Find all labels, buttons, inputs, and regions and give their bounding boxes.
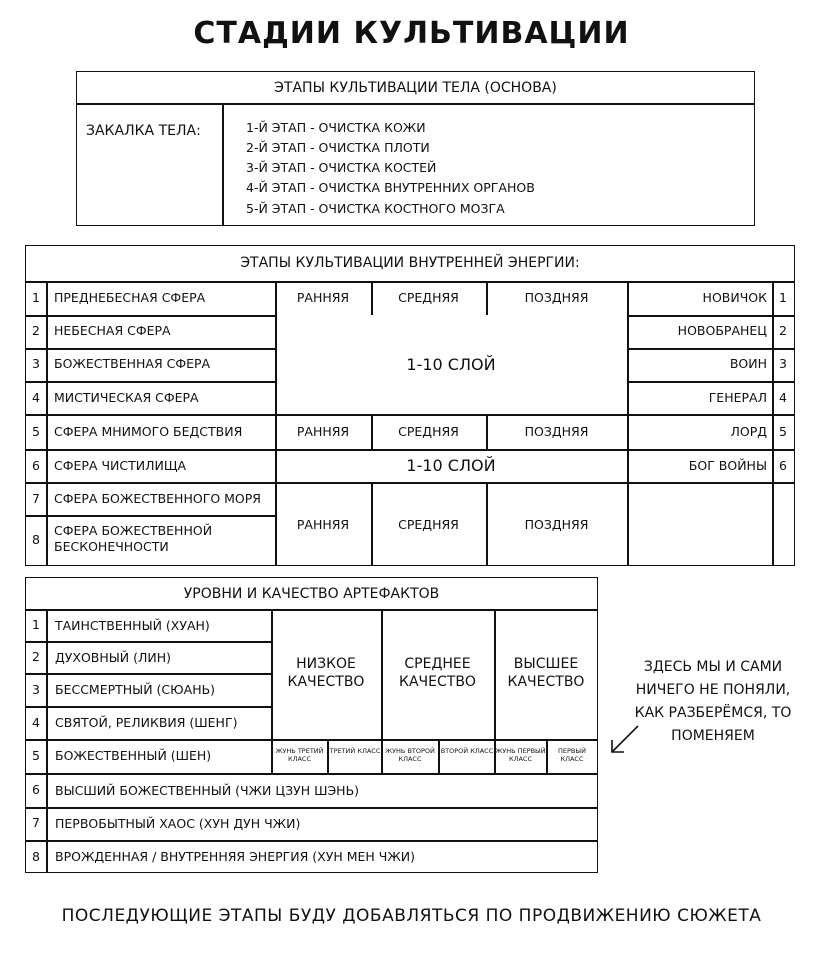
rank-number: 2 — [779, 323, 787, 338]
rank-number: 5 — [779, 424, 787, 439]
body-stage-4: 4-Й ЭТАП - ОЧИСТКА ВНУТРЕННИХ ОРГАНОВ — [246, 180, 535, 195]
realm-name: СФЕРА БОЖЕСТВЕННОЙ БЕСКОНЕЧНОСТИ — [54, 523, 213, 554]
realm-number: 4 — [32, 390, 40, 405]
phase-late: ПОЗДНЯЯ — [524, 290, 589, 305]
phase-early: РАННЯЯ — [296, 290, 350, 305]
artifact-level-number: 3 — [32, 682, 40, 697]
rank-name: НОВОБРАНЕЦ — [677, 323, 767, 338]
class-cell: ТРЕТИЙ КЛАСС — [329, 747, 381, 755]
artifact-level-name: ВРОЖДЕННАЯ / ВНУТРЕННЯЯ ЭНЕРГИЯ (ХУН МЕН ЧЖИ) — [55, 849, 416, 864]
realm-name: ПРЕДНЕБЕСНАЯ СФЕРА — [54, 290, 206, 305]
realm-number: 1 — [32, 290, 40, 305]
rank-number: 3 — [779, 356, 787, 371]
artifact-level-number: 4 — [32, 715, 40, 730]
realm-name: БОЖЕСТВЕННАЯ СФЕРА — [54, 356, 211, 371]
realm-name: СФЕРА ЧИСТИЛИЩА — [54, 458, 187, 473]
artifact-level-number: 6 — [32, 782, 40, 797]
energy-section-header: ЭТАПЫ КУЛЬТИВАЦИИ ВНУТРЕННЕЙ ЭНЕРГИИ: — [240, 255, 580, 271]
class-cell: ПЕРВЫЙ КЛАСС — [558, 747, 586, 763]
artifact-level-name: БОЖЕСТВЕННЫЙ (ШЕН) — [55, 748, 212, 763]
layers-label: 1-10 СЛОЙ — [406, 355, 496, 374]
arrow-icon — [606, 722, 642, 758]
artifact-level-number: 2 — [32, 649, 40, 664]
realm-number: 8 — [32, 532, 40, 547]
realm-number: 5 — [32, 424, 40, 439]
layers-label: 1-10 СЛОЙ — [406, 456, 496, 475]
artifact-level-number: 1 — [32, 617, 40, 632]
phase-late: ПОЗДНЯЯ — [524, 517, 589, 532]
body-tempering-label: ЗАКАЛКА ТЕЛА: — [86, 123, 201, 139]
artifact-level-name: СВЯТОЙ, РЕЛИКВИЯ (ШЕНГ) — [55, 715, 238, 730]
realm-name: СФЕРА МНИМОГО БЕДСТВИЯ — [54, 424, 243, 439]
rank-name: ГЕНЕРАЛ — [708, 390, 767, 405]
quality-high: ВЫСШЕЕ КАЧЕСТВО — [507, 656, 585, 690]
page-title: СТАДИИ КУЛЬТИВАЦИИ — [193, 16, 630, 51]
rank-number: 4 — [779, 390, 787, 405]
body-stage-5: 5-Й ЭТАП - ОЧИСТКА КОСТНОГО МОЗГА — [246, 201, 505, 216]
quality-low: НИЗКОЕ КАЧЕСТВО — [287, 656, 365, 690]
artifact-level-name: ТАИНСТВЕННЫЙ (ХУАН) — [55, 618, 210, 633]
rank-name: ВОИН — [729, 356, 767, 371]
phase-middle: СРЕДНЯЯ — [398, 517, 459, 532]
phase-early: РАННЯЯ — [296, 424, 350, 439]
class-cell: ЖУНЬ ПЕРВЫЙ КЛАСС — [495, 747, 546, 763]
phase-middle: СРЕДНЯЯ — [398, 424, 459, 439]
footer-note: ПОСЛЕДУЮЩИЕ ЭТАПЫ БУДУ ДОБАВЛЯТЬСЯ ПО ПРОДВИЖЕНИЮ СЮЖЕТА — [61, 906, 762, 926]
realm-number: 2 — [32, 323, 40, 338]
class-cell: ВТОРОЙ КЛАСС — [440, 747, 494, 755]
body-section-header: ЭТАПЫ КУЛЬТИВАЦИИ ТЕЛА (ОСНОВА) — [274, 80, 557, 96]
realm-number: 3 — [32, 356, 40, 371]
realm-name: МИСТИЧЕСКАЯ СФЕРА — [54, 390, 199, 405]
side-note: ЗДЕСЬ МЫ И САМИ НИЧЕГО НЕ ПОНЯЛИ, КАК РАЗБЕРЁМСЯ, ТО ПОМЕНЯЕМ — [634, 659, 792, 744]
class-cell: ЖУНЬ ВТОРОЙ КЛАСС — [385, 747, 435, 763]
artifact-level-name: ВЫСШИЙ БОЖЕСТВЕННЫЙ (ЧЖИ ЦЗУН ШЭНЬ) — [55, 783, 360, 798]
rank-name: БОГ ВОЙНЫ — [688, 458, 767, 473]
rank-name: ЛОРД — [730, 424, 767, 439]
artifact-level-name: ДУХОВНЫЙ (ЛИН) — [55, 650, 172, 665]
artifact-level-number: 5 — [32, 748, 40, 763]
class-cell: ЖУНЬ ТРЕТИЙ КЛАСС — [275, 747, 324, 763]
realm-name: СФЕРА БОЖЕСТВЕННОГО МОРЯ — [54, 491, 261, 506]
body-stage-3: 3-Й ЭТАП - ОЧИСТКА КОСТЕЙ — [246, 160, 437, 175]
realm-number: 7 — [32, 491, 40, 506]
quality-medium: СРЕДНЕЕ КАЧЕСТВО — [399, 656, 476, 690]
realm-name: НЕБЕСНАЯ СФЕРА — [54, 323, 171, 338]
body-stage-1: 1-Й ЭТАП - ОЧИСТКА КОЖИ — [246, 120, 426, 135]
artifact-section-header: УРОВНИ И КАЧЕСТВО АРТЕФАКТОВ — [183, 586, 440, 602]
phase-middle: СРЕДНЯЯ — [398, 290, 459, 305]
phase-early: РАННЯЯ — [296, 517, 350, 532]
rank-number: 1 — [779, 290, 787, 305]
artifact-level-name: БЕССМЕРТНЫЙ (СЮАНЬ) — [55, 682, 216, 697]
artifact-level-number: 7 — [32, 815, 40, 830]
phase-late: ПОЗДНЯЯ — [524, 424, 589, 439]
rank-number: 6 — [779, 458, 787, 473]
realm-number: 6 — [32, 458, 40, 473]
body-stage-2: 2-Й ЭТАП - ОЧИСТКА ПЛОТИ — [246, 140, 430, 155]
rank-name: НОВИЧОК — [702, 290, 767, 305]
artifact-level-name: ПЕРВОБЫТНЫЙ ХАОС (ХУН ДУН ЧЖИ) — [55, 816, 301, 831]
artifact-level-number: 8 — [32, 849, 40, 864]
